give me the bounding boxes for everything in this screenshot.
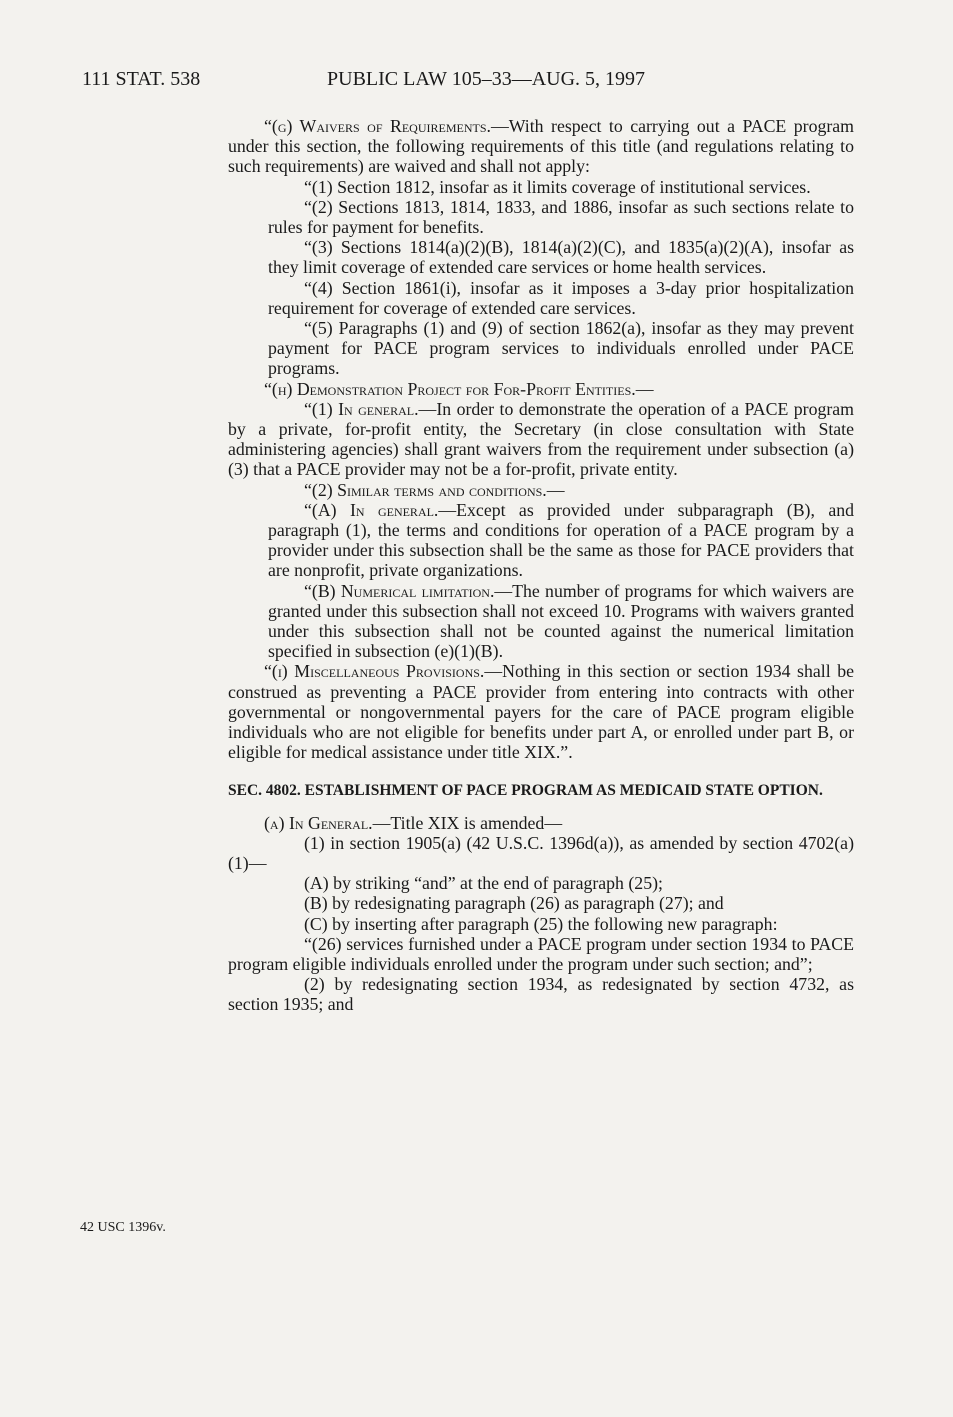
public-law-citation: PUBLIC LAW 105–33—AUG. 5, 1997: [327, 68, 646, 90]
subsection-4802-a: [228, 813, 854, 833]
subsection-i-heading: “(i) Miscellaneous Provisions.: [264, 661, 485, 682]
subparagraph-4802-A: (A) by striking “and” at the end of paragraph (25);: [304, 873, 663, 894]
section-4802-title: SEC. 4802. ESTABLISHMENT OF PACE PROGRAM AS MEDICAID STATE OPTION.: [228, 781, 823, 799]
paragraph-h1: [228, 399, 854, 480]
paragraph-g2: “(2) Sections 1813, 1814, 1833, and 1886, insofar as such sections relate to rules for payment for benefits.: [268, 196, 854, 238]
subsection-g-heading: “(g) Waivers of Requirements.: [264, 116, 491, 136]
page-header: [82, 68, 782, 92]
paragraph-4802-a2: (2) by redesignating section 1934, as redesignated by section 4732, as section 1935; and: [228, 974, 854, 1015]
paragraph-h1-heading: “(1) In general.: [304, 398, 419, 419]
subsection-4802-a-text: —Title XIX is amended—: [372, 812, 563, 833]
paragraph-4802-a1: (1) in section 1905(a) (42 U.S.C. 1396d(a)), as amended by section 4702(a)(1)—: [228, 832, 854, 873]
paragraph-g1: “(1) Section 1812, insofar as it limits coverage of institutional services.: [304, 176, 811, 197]
subparagraph-hB-text: —The number of programs for which waivers are granted under this subsection shall not exceed 10. Programs with waivers granted under this subsection shall not be counted against the numerical limitation specified in subsection (e)(1)(B).: [268, 580, 854, 662]
subparagraph-4802-C: (C) by inserting after paragraph (25) the following new paragraph:: [304, 913, 778, 934]
subsection-g-text: —With respect to carrying out a PACE program under this section, the following requirements of this title (and regulations relating to such requirements) are waived and shall not apply:: [228, 116, 855, 177]
subsection-i-text: —Nothing in this section or section 1934 shall be construed as preventing a PACE provider from entering into contracts with other governmental or nongovernmental payers for the care of PACE program eligible individuals who are not eligible for benefits under part A, or enrolled under part B, or eligible for medical assistance under title XIX.”.: [228, 661, 854, 763]
paragraph-g5: “(5) Paragraphs (1) and (9) of section 1862(a), insofar as they may prevent payment for PACE program services to individuals enrolled under PACE programs.: [268, 318, 854, 379]
subparagraph-hA-text: —Except as provided under subparagraph (B), and paragraph (1), the terms and conditions for operation of a PACE program by a provider under this subsection shall be the same as those for PACE providers that are nonprofit, private organizations.: [268, 499, 854, 581]
subsection-i: [228, 661, 854, 762]
subparagraph-hA: [228, 500, 854, 581]
subparagraph-hA-heading: “(A) In general.: [304, 499, 439, 520]
paragraph-h1-text: —In order to demonstrate the operation of a PACE program by a private, for-profit entity, the Secretary (in close consultation with State administering agencies) shall grant waivers from the requirement under subsection (a)(3) that a PACE provider may not be a for-profit, private entity.: [228, 398, 855, 480]
subsection-4802-a-heading: (a) In General.: [264, 812, 373, 833]
quoted-paragraph-26: “(26) services furnished under a PACE program under section 1934 to PACE program eligible individuals enrolled under the program under such section; and”;: [228, 933, 854, 974]
paragraph-g4: “(4) Section 1861(i), insofar as it imposes a 3-day prior hospitalization requirement for coverage of extended care services.: [268, 277, 854, 318]
subsection-g: [228, 116, 854, 177]
subparagraph-hB: [228, 581, 854, 662]
margin-note: 42 USC 1396v.: [80, 1220, 166, 1235]
paragraph-g3: “(3) Sections 1814(a)(2)(B), 1814(a)(2)(C), and 1835(a)(2)(A), insofar as they limit coverage of extended care services or home health services.: [268, 237, 854, 278]
subparagraph-4802-B: (B) by redesignating paragraph (26) as paragraph (27); and: [304, 893, 724, 914]
stat-page-number: 111 STAT. 538: [82, 68, 201, 90]
subparagraph-hB-heading: “(B) Numerical limitation.: [304, 580, 495, 601]
body-text: [228, 116, 854, 1015]
paragraph-h2-heading: “(2) Similar terms and conditions.—: [304, 479, 565, 500]
subsection-h-heading: “(h) Demonstration Project for For-Profit Entities.—: [264, 378, 654, 399]
